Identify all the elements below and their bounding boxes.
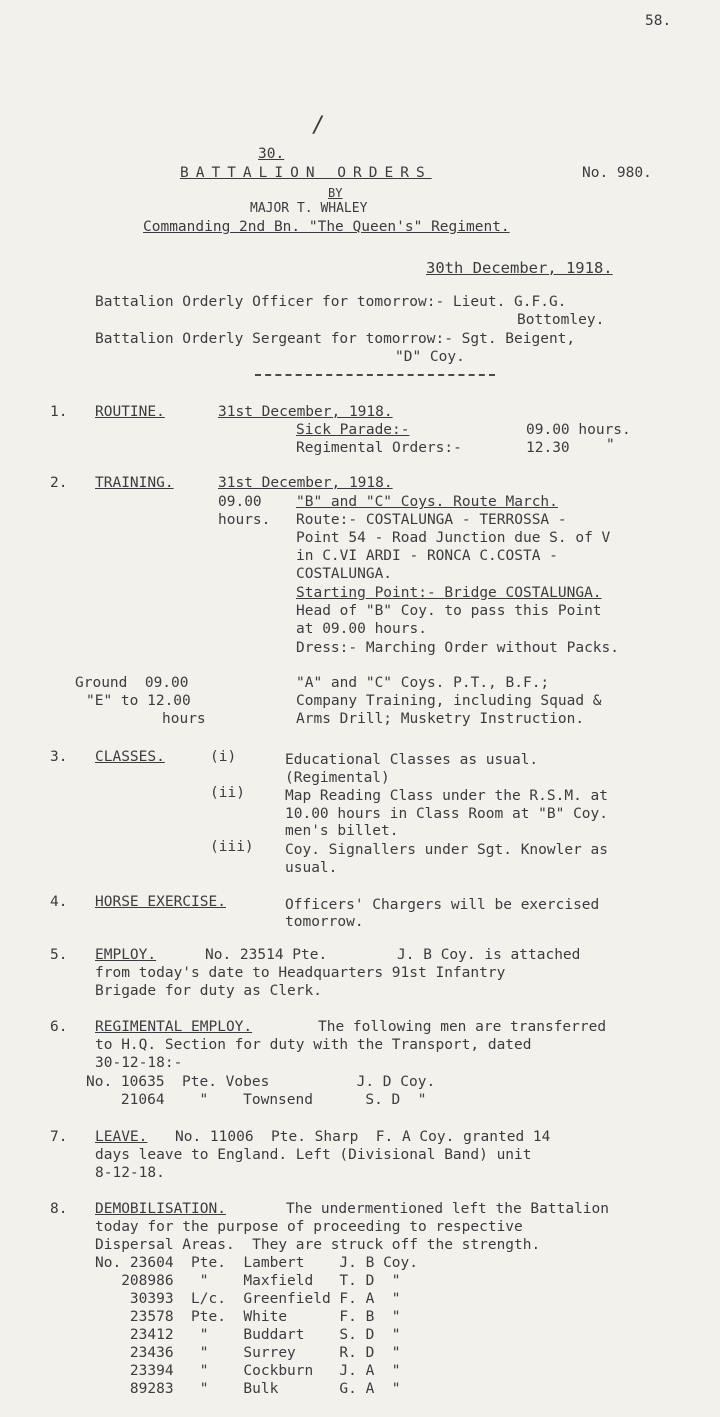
- s2-time: 09.00: [218, 494, 262, 510]
- s3-iii-line1: Coy. Signallers under Sgt. Knowler as: [285, 842, 609, 858]
- s1-number: 1.: [50, 404, 68, 420]
- s1-sick-parade: Sick Parade:-: [296, 422, 410, 438]
- s5-line3: Brigade for duty as Clerk.: [95, 983, 322, 999]
- s4-line2: tomorrow.: [285, 914, 364, 930]
- s2-line5: COSTALUNGA.: [296, 566, 393, 582]
- commanding-line: Commanding 2nd Bn. "The Queen's" Regiment.: [143, 219, 510, 235]
- orderly-officer-line1: Battalion Orderly Officer for tomorrow:- Lieut. G.F.G.: [95, 294, 567, 310]
- s2-line6: Starting Point:- Bridge COSTALUNGA.: [296, 585, 602, 601]
- s6-line2: to H.Q. Section for duty with the Transport, dated: [95, 1037, 532, 1053]
- s6-number: 6.: [50, 1019, 68, 1035]
- s8-row: 23412 " Buddart S. D ": [95, 1327, 401, 1343]
- s4-line1: Officers' Chargers will be exercised: [285, 897, 600, 913]
- s3-ii-line3: men's billet.: [285, 823, 399, 839]
- s2-line1: "B" and "C" Coys. Route March.: [296, 494, 558, 510]
- s3-iii-line2: usual.: [285, 860, 338, 876]
- orderly-sergeant-line1: Battalion Orderly Sergeant for tomorrow:- Sgt. Beigent,: [95, 331, 576, 347]
- s1-date: 31st December, 1918.: [218, 404, 393, 420]
- s3-iii-label: (iii): [210, 839, 254, 855]
- order-number: No. 980.: [582, 165, 652, 181]
- s3-ii-label: (ii): [210, 785, 245, 801]
- s2-ground-3: hours: [162, 711, 206, 727]
- s3-i-line2: (Regimental): [285, 770, 390, 786]
- by-label: BY: [328, 186, 343, 200]
- commander-name: MAJOR T. WHALEY: [250, 201, 368, 216]
- s6-line3: 30-12-18:-: [95, 1055, 183, 1071]
- s8-row: 23394 " Cockburn J. A ": [95, 1363, 401, 1379]
- order-date: 30th December, 1918.: [426, 259, 613, 277]
- s3-i-label: (i): [210, 749, 237, 765]
- s4-heading: HORSE EXERCISE.: [95, 894, 226, 910]
- s8-row: 30393 L/c. Greenfield F. A ": [95, 1291, 401, 1307]
- s3-number: 3.: [50, 749, 68, 765]
- s8-row: 23578 Pte. White F. B ": [95, 1309, 401, 1325]
- s3-ii-line1: Map Reading Class under the R.S.M. at: [285, 788, 609, 804]
- s2-line4: in C.VI ARDI - RONCA C.COSTA -: [296, 548, 558, 564]
- slash-mark: /: [312, 113, 326, 138]
- s8-row: 23436 " Surrey R. D ": [95, 1345, 401, 1361]
- divider-dashes: [255, 374, 495, 376]
- s3-heading: CLASSES.: [95, 749, 165, 765]
- s8-row: No. 23604 Pte. Lambert J. B Coy.: [95, 1255, 419, 1271]
- s8-line2: today for the purpose of proceeding to respective: [95, 1219, 523, 1235]
- s6-heading: REGIMENTAL EMPLOY.: [95, 1019, 253, 1035]
- s1-regimental-orders: Regimental Orders:-: [296, 440, 462, 456]
- s3-ii-line2: 10.00 hours in Class Room at "B" Coy.: [285, 806, 609, 822]
- s7-line2: days leave to England. Left (Divisional Band) unit: [95, 1147, 532, 1163]
- s8-line3: Dispersal Areas. They are struck off the strength.: [95, 1237, 541, 1253]
- s2-line9: Dress:- Marching Order without Packs.: [296, 640, 620, 656]
- s7-number: 7.: [50, 1129, 68, 1145]
- s5-line1: No. 23514 Pte. J. B Coy. is attached: [205, 947, 581, 963]
- s2-line7: Head of "B" Coy. to pass this Point: [296, 603, 602, 619]
- s3-i-line1: Educational Classes as usual.: [285, 752, 539, 768]
- s2-date: 31st December, 1918.: [218, 475, 393, 491]
- s4-number: 4.: [50, 894, 68, 910]
- s7-heading: LEAVE.: [95, 1129, 148, 1145]
- s2-a-line3: Arms Drill; Musketry Instruction.: [296, 711, 585, 727]
- s2-heading: TRAINING.: [95, 475, 174, 491]
- s8-line1: The undermentioned left the Battalion: [286, 1201, 610, 1217]
- s6-row: 21064 " Townsend S. D ": [86, 1092, 427, 1108]
- s2-line2: Route:- COSTALUNGA - TERROSSA -: [296, 512, 567, 528]
- s8-heading: DEMOBILISATION.: [95, 1201, 226, 1217]
- s8-row: 89283 " Bulk G. A ": [95, 1381, 401, 1397]
- s5-heading: EMPLOY.: [95, 947, 157, 963]
- s2-a-line2: Company Training, including Squad &: [296, 693, 602, 709]
- s1-sick-time: 09.00 hours.: [526, 422, 631, 438]
- s2-ground-2: "E" to 12.00: [86, 693, 191, 709]
- s7-line3: 8-12-18.: [95, 1165, 165, 1181]
- s5-number: 5.: [50, 947, 68, 963]
- s2-hours: hours.: [218, 512, 271, 528]
- s8-number: 8.: [50, 1201, 68, 1217]
- s6-line1: The following men are transferred: [318, 1019, 607, 1035]
- page-number: 58.: [645, 13, 672, 29]
- s2-a-line1: "A" and "C" Coys. P.T., B.F.;: [296, 675, 550, 691]
- s1-heading: ROUTINE.: [95, 404, 165, 420]
- s2-line3: Point 54 - Road Junction due S. of V: [296, 530, 611, 546]
- document-title: BATTALION ORDERS: [180, 165, 432, 181]
- order-ref: 30.: [258, 146, 285, 162]
- orderly-sergeant-line2: "D" Coy.: [395, 349, 465, 365]
- s2-number: 2.: [50, 475, 68, 491]
- orderly-officer-line2: Bottomley.: [517, 312, 605, 328]
- s5-line2: from today's date to Headquarters 91st Infantry: [95, 965, 506, 981]
- s2-ground-1: Ground 09.00: [75, 675, 189, 691]
- s1-regimental-time: 12.30: [526, 440, 570, 456]
- s2-line8: at 09.00 hours.: [296, 621, 427, 637]
- s6-row: No. 10635 Pte. Vobes J. D Coy.: [86, 1074, 436, 1090]
- s8-row: 208986 " Maxfield T. D ": [95, 1273, 401, 1289]
- s7-line1: No. 11006 Pte. Sharp F. A Coy. granted 14: [175, 1129, 551, 1145]
- s1-ditto: ": [606, 437, 615, 453]
